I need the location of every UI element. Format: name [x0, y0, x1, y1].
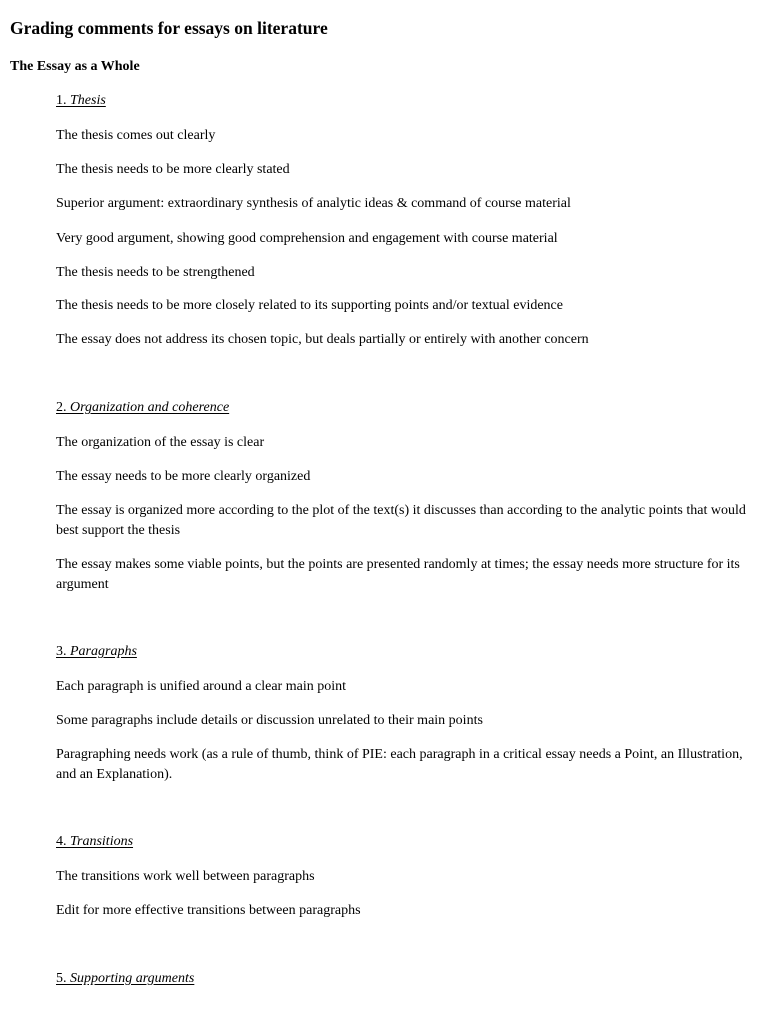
- heading-label: Organization and coherence: [70, 400, 230, 415]
- heading-transitions: [56, 833, 133, 851]
- comment-transitions-2: Edit for more effective transitions between paragraphs: [56, 903, 361, 918]
- comment-thesis-3: Superior argument: extraordinary synthesis of analytic ideas & command of course material: [56, 196, 571, 211]
- heading-paragraphs: [56, 643, 137, 661]
- heading-number: 3.: [56, 644, 67, 659]
- document-title: Grading comments for essays on literature: [10, 18, 328, 38]
- comment-thesis-4: Very good argument, showing good comprehension and engagement with course material: [56, 231, 558, 246]
- section-title: The Essay as a Whole: [10, 59, 140, 74]
- heading-thesis: [56, 92, 106, 110]
- heading-label: Thesis: [70, 93, 106, 108]
- comment-paragraphs-2: Some paragraphs include details or discussion unrelated to their main points: [56, 713, 483, 728]
- comment-paragraphs-1: Each paragraph is unified around a clear main point: [56, 679, 346, 694]
- comment-thesis-1: The thesis comes out clearly: [56, 128, 216, 143]
- comment-organization-4: The essay makes some viable points, but the points are presented randomly at times; the essay needs more structure for its argument: [56, 557, 740, 592]
- heading-number: 5.: [56, 971, 67, 986]
- comment-thesis-2: The thesis needs to be more clearly stated: [56, 162, 290, 177]
- comment-organization-3: The essay is organized more according to the plot of the text(s) it discusses than according to the analytic points that would best support the thesis: [56, 503, 746, 538]
- comment-organization-2: The essay needs to be more clearly organized: [56, 469, 311, 484]
- heading-label: Supporting arguments: [70, 971, 195, 986]
- comment-paragraphs-3: Paragraphing needs work (as a rule of thumb, think of PIE: each paragraph in a critical essay needs a Point, an Illustration, and an Explanation).: [56, 747, 743, 782]
- comment-organization-1: The organization of the essay is clear: [56, 435, 265, 450]
- comment-transitions-1: The transitions work well between paragraphs: [56, 869, 315, 884]
- comment-thesis-5: The thesis needs to be strengthened: [56, 265, 255, 280]
- heading-number: 2.: [56, 400, 67, 415]
- heading-organization: [56, 399, 229, 417]
- heading-supporting-arguments: [56, 970, 194, 988]
- heading-number: 4.: [56, 834, 67, 849]
- heading-label: Paragraphs: [70, 644, 137, 659]
- heading-label: Transitions: [70, 834, 134, 849]
- heading-number: 1.: [56, 93, 67, 108]
- comment-thesis-6: The thesis needs to be more closely related to its supporting points and/or textual evidence: [56, 298, 563, 313]
- comment-thesis-7: The essay does not address its chosen topic, but deals partially or entirely with another concern: [56, 332, 589, 347]
